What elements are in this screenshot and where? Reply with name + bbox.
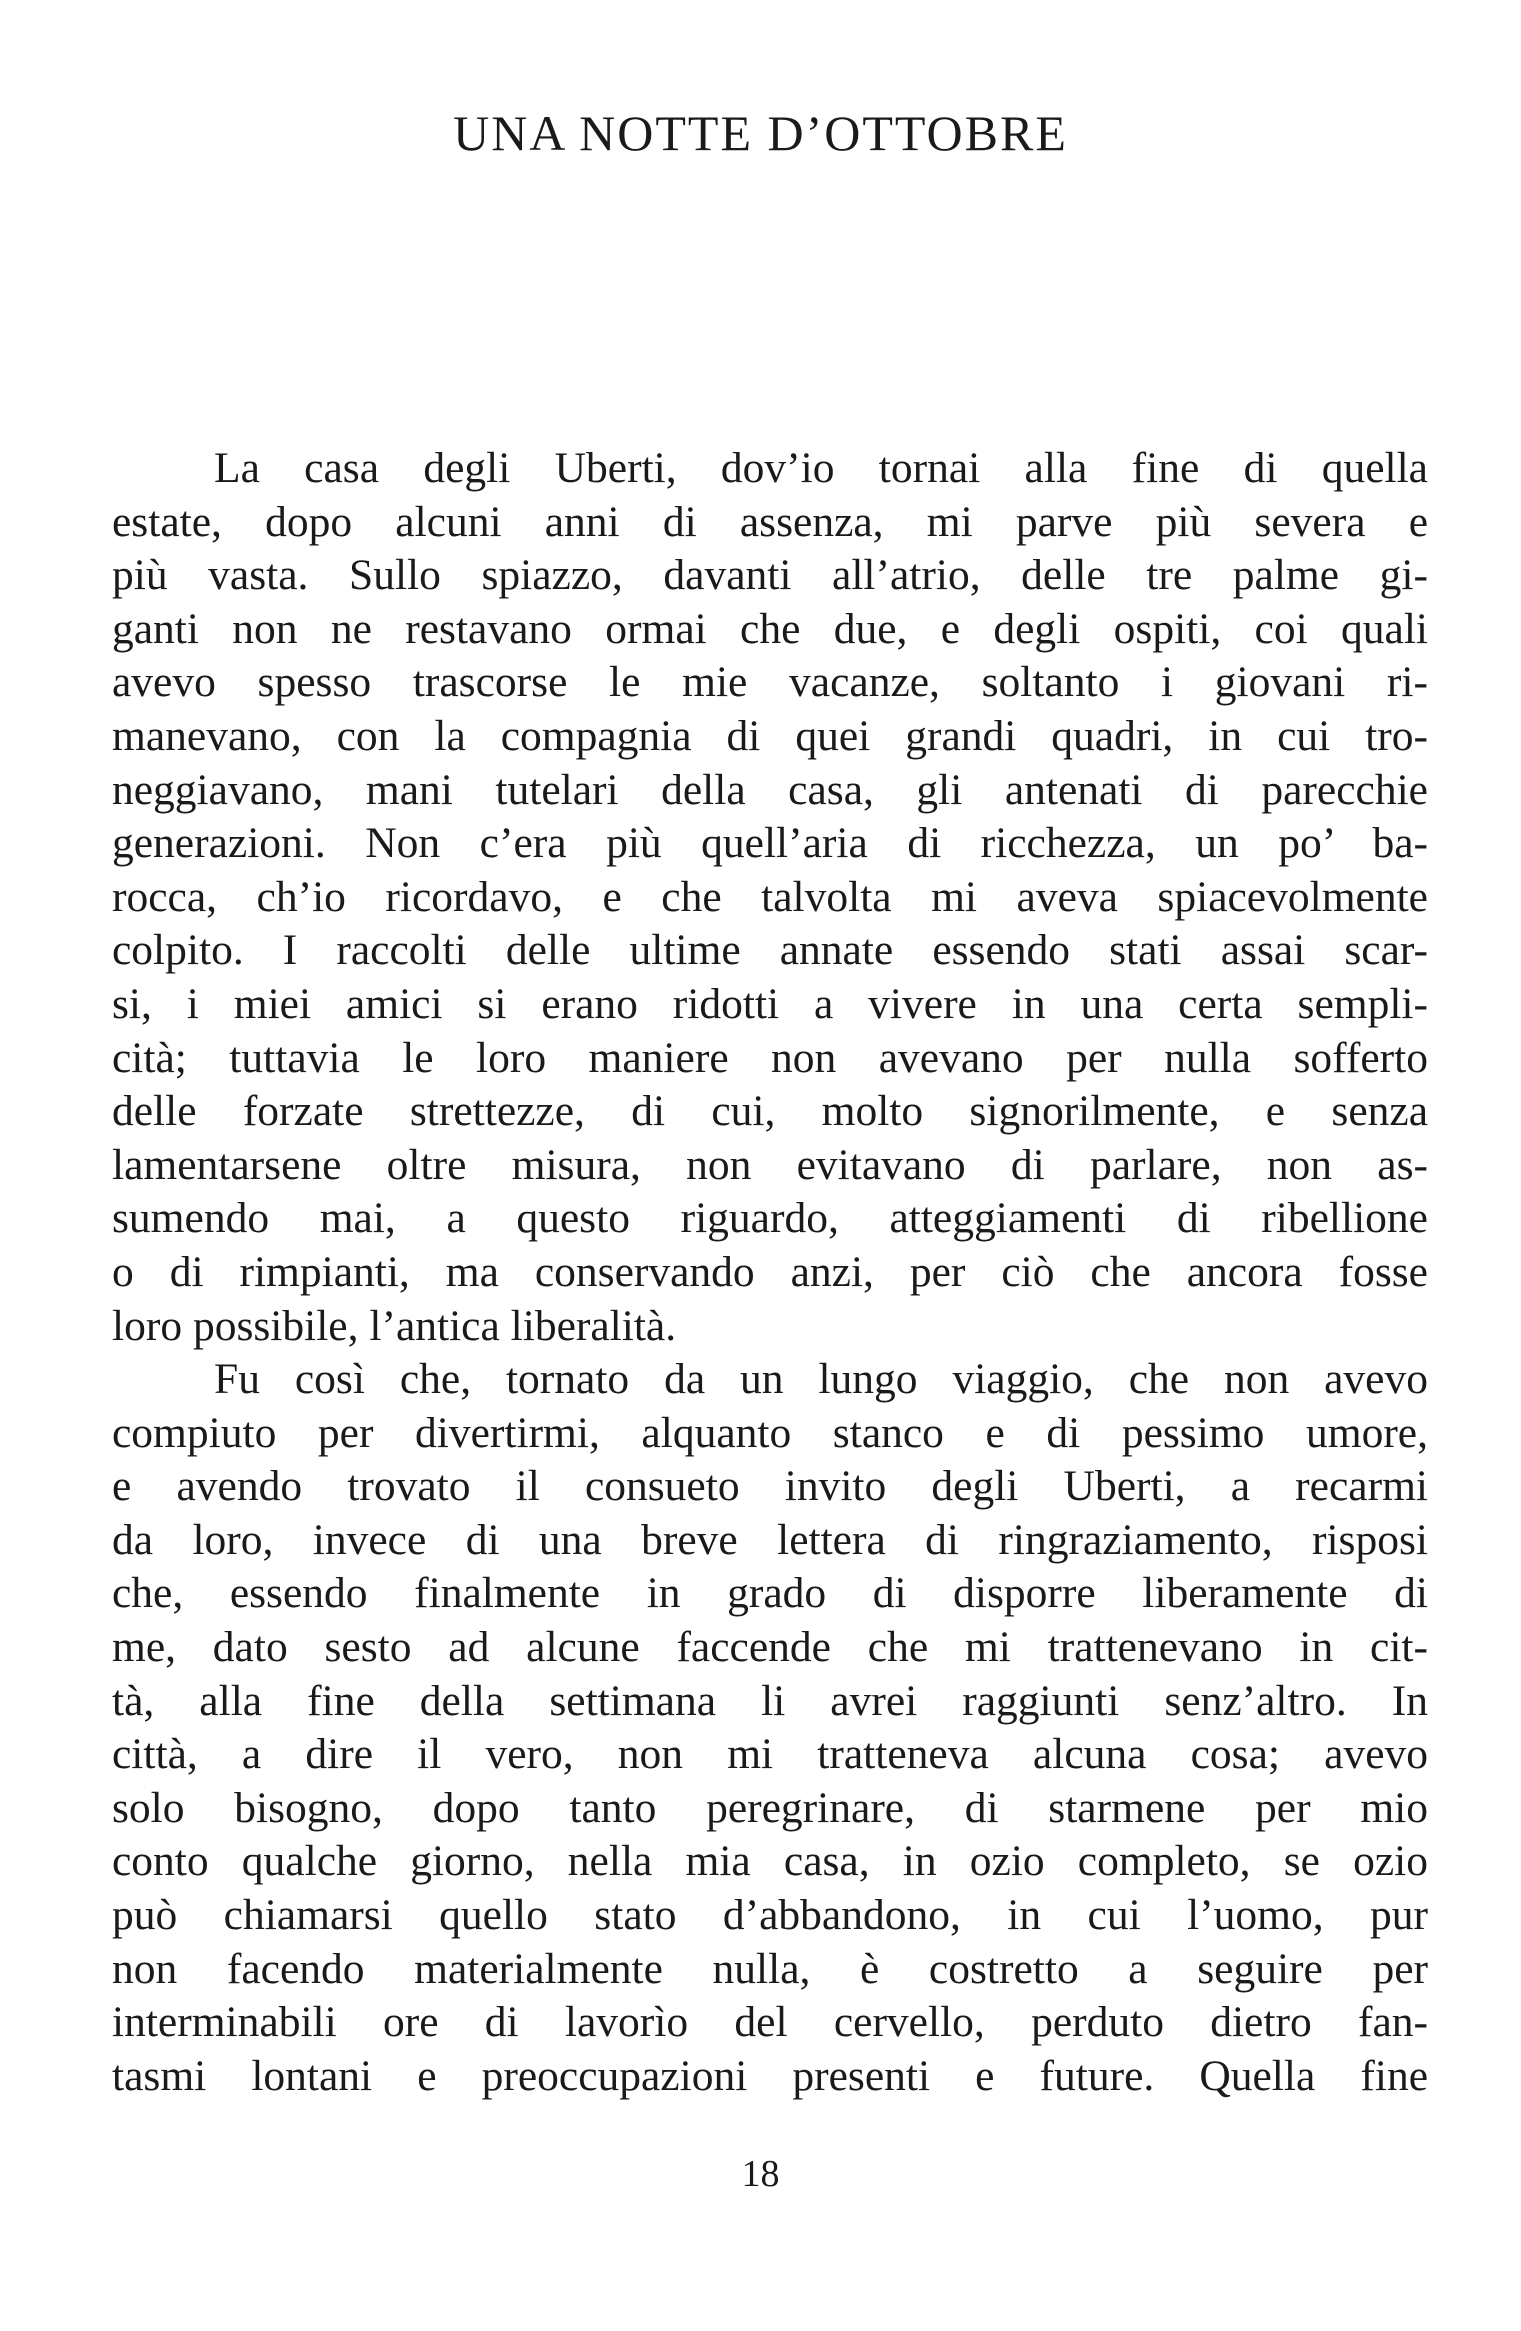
text-line: manevano, con la compagnia di quei grandi quadri, in cui tro- — [112, 711, 1428, 760]
text-line: rocca, ch’io ricordavo, e che talvolta mi aveva spiacevolmente — [112, 872, 1428, 921]
text-line: ganti non ne restavano ormai che due, e degli ospiti, coi quali — [112, 604, 1428, 653]
paragraph-2 — [112, 1353, 1428, 2103]
text-line: città, a dire il vero, non mi tratteneva alcuna cosa; avevo — [112, 1730, 1428, 1779]
text-line: avevo spesso trascorse le mie vacanze, soltanto i giovani ri- — [112, 658, 1428, 707]
text-line: colpito. I raccolti delle ultime annate essendo stati assai scar- — [112, 926, 1428, 975]
text-line: tà, alla fine della settimana li avrei raggiunti senz’altro. In — [112, 1676, 1428, 1725]
text-line: delle forzate strettezze, di cui, molto signorilmente, e senza — [112, 1087, 1428, 1136]
text-line: compiuto per divertirmi, alquanto stanco e di pessimo umore, — [112, 1408, 1428, 1457]
text-line: solo bisogno, dopo tanto peregrinare, di starmene per mio — [112, 1783, 1428, 1832]
page-number: 18 — [741, 2153, 780, 2195]
paragraph-1 — [112, 442, 1428, 1353]
chapter-title: UNA NOTTE D’OTTOBRE — [453, 105, 1068, 161]
text-line: me, dato sesto ad alcune faccende che mi trattenevano in cit- — [112, 1623, 1428, 1672]
text-line: loro possibile, l’antica liberalità. — [112, 1301, 677, 1350]
text-line: La casa degli Uberti, dov’io tornai alla fine di quella — [214, 444, 1428, 492]
text-line: non facendo materialmente nulla, è costretto a seguire per — [112, 1944, 1428, 1993]
text-line: estate, dopo alcuni anni di assenza, mi parve più severa e — [112, 497, 1428, 546]
text-line: lamentarsene oltre misura, non evitavano di parlare, non as- — [112, 1140, 1428, 1189]
text-line: interminabili ore di lavorìo del cervello, perduto dietro fan- — [112, 1998, 1428, 2047]
text-line: più vasta. Sullo spiazzo, davanti all’atrio, delle tre palme gi- — [112, 551, 1428, 600]
text-line: cità; tuttavia le loro maniere non avevano per nulla sofferto — [112, 1033, 1428, 1082]
text-line: neggiavano, mani tutelari della casa, gli antenati di parecchie — [112, 765, 1428, 814]
text-line: conto qualche giorno, nella mia casa, in ozio completo, se ozio — [112, 1837, 1428, 1886]
text-line: può chiamarsi quello stato d’abbandono, in cui l’uomo, pur — [112, 1891, 1428, 1940]
body-text — [112, 442, 1428, 2103]
text-line: generazioni. Non c’era più quell’aria di ricchezza, un po’ ba- — [112, 819, 1428, 868]
text-line: si, i miei amici si erano ridotti a vivere in una certa sempli- — [112, 979, 1428, 1028]
text-line: da loro, invece di una breve lettera di ringraziamento, risposi — [112, 1515, 1428, 1564]
text-line: Fu così che, tornato da un lungo viaggio, che non avevo — [214, 1355, 1428, 1404]
text-line: sumendo mai, a questo riguardo, atteggiamenti di ribellione — [112, 1194, 1428, 1243]
text-line: tasmi lontani e preoccupazioni presenti e future. Quella fine — [112, 2051, 1428, 2100]
text-line: che, essendo finalmente in grado di disporre liberamente di — [112, 1569, 1428, 1618]
text-line: e avendo trovato il consueto invito degli Uberti, a recarmi — [112, 1462, 1428, 1511]
text-line: o di rimpianti, ma conservando anzi, per ciò che ancora fosse — [112, 1247, 1428, 1296]
